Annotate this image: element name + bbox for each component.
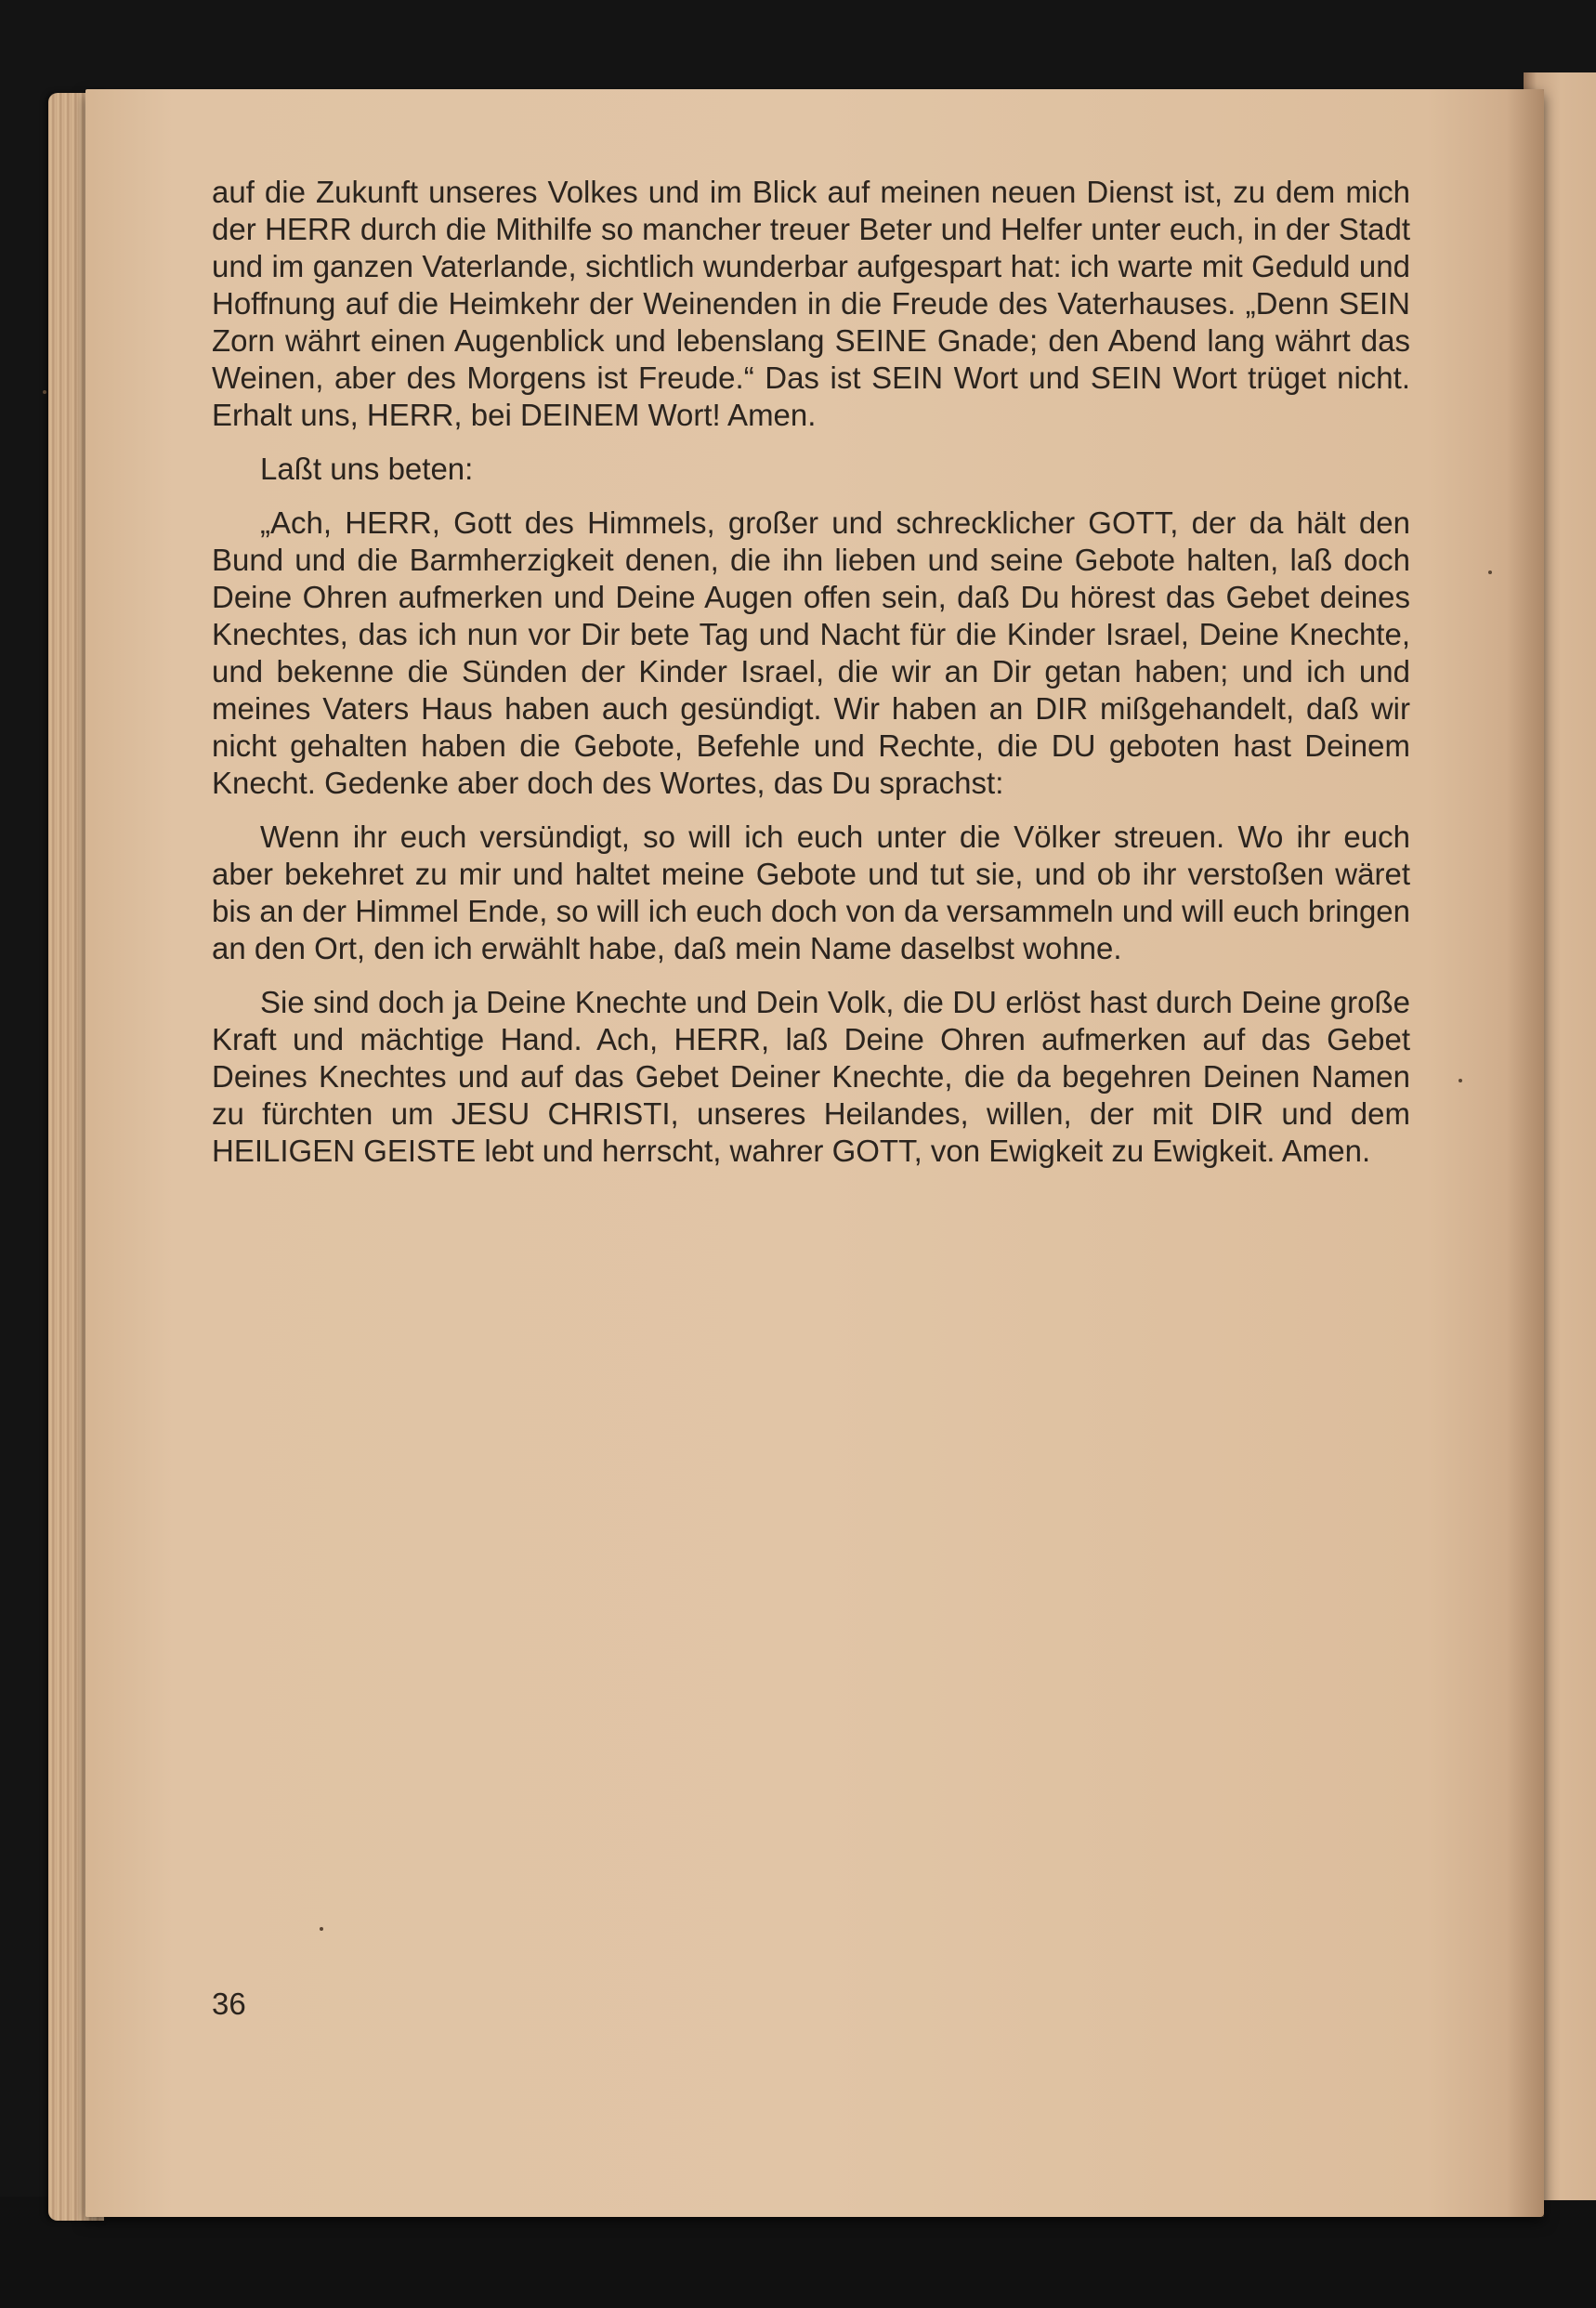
paragraph-quotation: Wenn ihr euch versündigt, so will ich euch unter die Völker streuen. Wo ihr euch aber bekehret zu mir und haltet meine Gebote und tut sie, und ob ihr verstoßen wäret bis an der Himmel Ende, so will ich euch doch von da versammeln und will euch bringen an den Ort, den ich erwählt habe, daß mein Name daselbst wohne. — [212, 820, 1410, 965]
paragraph-closing: Sie sind doch ja Deine Knechte und Dein Volk, die DU erlöst hast durch Deine große Kraft und mächtige Hand. Ach, HERR, laß Deine Ohren aufmerken auf das Gebet Deines Knechtes und auf das Gebet Deiner Knechte, die da begehren Deinen Namen zu fürchten um JESU CHRISTI, unseres Heilandes, willen, der mit DIR und dem HEILIGEN GEISTE lebt und herrscht, wahrer GOTT, von Ewigkeit zu Ewigkeit. Amen. — [212, 985, 1410, 1168]
page-number: 36 — [212, 1987, 246, 2021]
paper-speck — [1459, 1079, 1462, 1082]
paper-speck — [43, 390, 46, 394]
paragraph-prayer-intro: Laßt uns beten: — [260, 452, 474, 486]
paragraph-continuation: auf die Zukunft unseres Volkes und im Blick auf meinen neuen Dienst ist, zu dem mich der HERR durch die Mithilfe so mancher treuer Beter und Helfer unter euch, in der Stadt und im ganzen Vaterlande, sichtlich wunderbar aufgespart hat: ich warte mit Geduld und Hoffnung auf die Heimkehr der Weinenden in die Freude des Vaterhauses. „Denn SEIN Zorn währt einen Augenblick und lebenslang SEINE Gnade; den Abend lang währt das Weinen, aber des Morgens ist Freude.“ Das ist SEIN Wort und SEIN Wort trüget nicht. Erhalt uns, HERR, bei DEINEM Wort! Amen. — [212, 175, 1410, 432]
paper-speck — [1488, 570, 1492, 574]
paragraph-prayer: „Ach, HERR, Gott des Himmels, großer und schrecklicher GOTT, der da hält den Bund und die Barmherzigkeit denen, die ihn lieben und seine Gebote halten, laß doch Deine Ohren aufmerken und Deine Augen offen sein, daß Du hörest das Gebet deines Knechtes, das ich nun vor Dir bete Tag und Nacht für die Kinder Israel, Deine Knechte, und bekenne die Sünden der Kinder Israel, die wir an Dir getan haben; und ich und meines Vaters Haus haben auch gesündigt. Wir haben an DIR mißgehandelt, daß wir nicht gehalten haben die Gebote, Befehle und Rechte, die DU geboten hast Deinem Knecht. Gedenke aber doch des Wortes, das Du sprachst: — [212, 505, 1410, 800]
paper-speck — [320, 1927, 323, 1931]
body-text — [212, 174, 1410, 1187]
